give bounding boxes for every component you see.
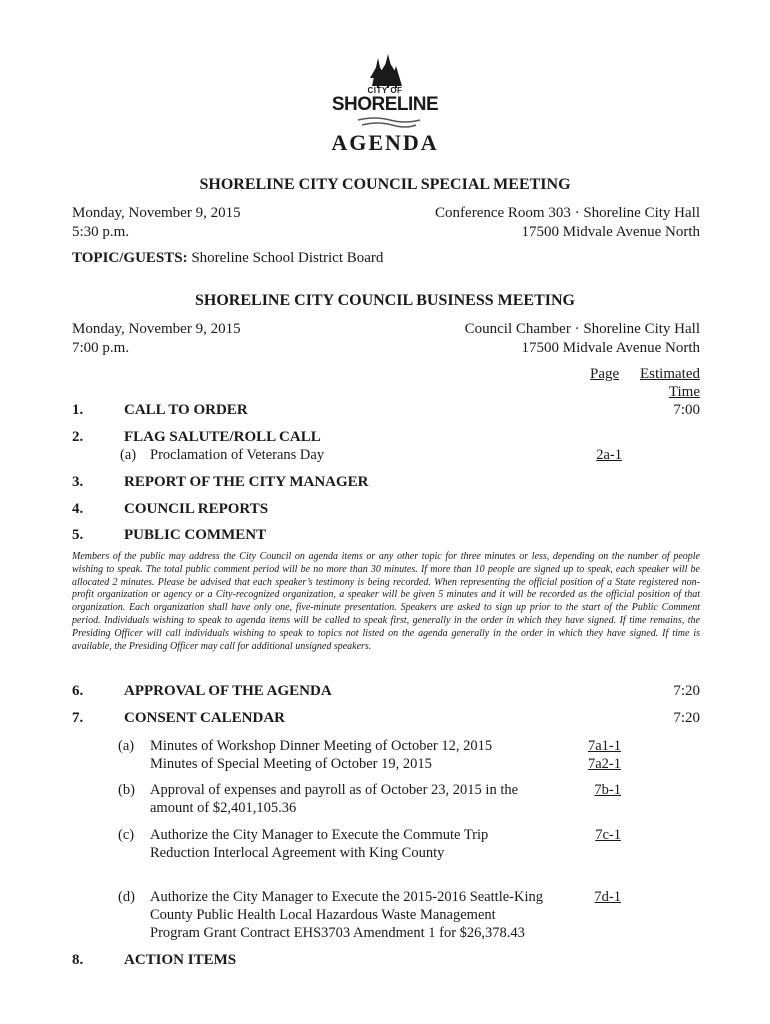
- page-ref-link[interactable]: 7a1-1: [587, 738, 621, 754]
- item-number: 3.: [72, 474, 84, 490]
- business-meeting-time: 7:00 p.m.: [72, 340, 130, 356]
- page-column-header: Page: [590, 366, 620, 382]
- tree-icon: [330, 52, 440, 88]
- item-number: 2.: [72, 429, 84, 445]
- city-logo: [330, 52, 440, 132]
- page-ref-link[interactable]: 7c-1: [595, 827, 621, 843]
- item-title: FLAG SALUTE/ROLL CALL: [124, 429, 321, 445]
- item-number: 6.: [72, 683, 84, 699]
- item-title: PUBLIC COMMENT: [124, 527, 267, 543]
- business-meeting-address: 17500 Midvale Avenue North: [521, 340, 700, 356]
- item-number: 7.: [72, 710, 84, 726]
- consent-line: County Public Health Local Hazardous Waste Management: [150, 907, 496, 923]
- topic-label: TOPIC/GUESTS:: [72, 250, 188, 266]
- item-title: CALL TO ORDER: [124, 402, 248, 418]
- consent-line: Authorize the City Manager to Execute the Commute Trip: [150, 827, 489, 843]
- sub-item-text: Proclamation of Veterans Day: [150, 447, 325, 463]
- consent-line: Program Grant Contract EHS3703 Amendment 1 for $26,378.43: [150, 925, 525, 941]
- item-title: ACTION ITEMS: [124, 952, 237, 968]
- page-ref-link[interactable]: 7a2-1: [587, 756, 621, 772]
- public-comment-text: Members of the public may address the City Council on agenda items or any other topic for three minutes or less, depending on the number of people wishing to speak. The total public comment period will be no more than 30 minutes. If more than 10 people are signed up to speak, each speaker will be allocated 2 minutes. Please be advised that each speaker’s testimony is being recorded. When representing the official position of a State registered non-profit organization or agency or a City-recognized organization, a speaker will be given 5 minutes and it will be recorded as the official position of that organization. Each organization shall have only one, five-minute presentation. Speakers are asked to sign up prior to the start of the Public Comment period. Individuals wishing to speak to agenda items will be called to speak first, generally in the order in which they have signed. If time remains, the Presiding Officer will call individuals wishing to speak to topics not listed on the agenda generally in the order in which they have signed. If time is available, the Presiding Officer may call for additional unsigned speakers.: [72, 551, 700, 652]
- item-title: APPROVAL OF THE AGENDA: [124, 683, 332, 699]
- consent-line: Minutes of Workshop Dinner Meeting of October 12, 2015: [150, 738, 493, 754]
- estimated-column-header: Estimated: [640, 366, 700, 382]
- item-number: 4.: [72, 501, 84, 517]
- consent-line: Approval of expenses and payroll as of October 23, 2015 in the: [150, 782, 519, 798]
- item-number: 8.: [72, 952, 84, 968]
- item-time: 7:00: [673, 402, 700, 418]
- logo-shoreline: SHORELINE: [331, 94, 439, 115]
- business-meeting-title: SHORELINE CITY COUNCIL BUSINESS MEETING: [195, 292, 575, 309]
- item-title: CONSENT CALENDAR: [124, 710, 286, 726]
- sub-item-letter: (a): [120, 447, 137, 463]
- item-number: 1.: [72, 402, 84, 418]
- logo-city-of: CITY OF: [367, 86, 403, 95]
- item-title: COUNCIL REPORTS: [124, 501, 269, 517]
- item-time: 7:20: [673, 710, 700, 726]
- business-meeting-location: Council Chamber · Shoreline City Hall: [464, 321, 700, 337]
- page-ref-link[interactable]: 7d-1: [594, 889, 621, 905]
- consent-letter: (c): [118, 827, 135, 843]
- business-meeting-date: Monday, November 9, 2015: [72, 321, 241, 337]
- wave-icon: [330, 116, 440, 130]
- special-meeting-location: Conference Room 303 · Shoreline City Hall: [435, 205, 700, 221]
- time-column-header: Time: [668, 384, 700, 400]
- agenda-title: AGENDA: [331, 130, 439, 155]
- item-title: REPORT OF THE CITY MANAGER: [124, 474, 369, 490]
- item-number: 5.: [72, 527, 84, 543]
- topic-guests: [72, 250, 383, 267]
- consent-letter: (b): [118, 782, 135, 798]
- topic-value: Shoreline School District Board: [191, 250, 384, 266]
- consent-line: Authorize the City Manager to Execute the 2015-2016 Seattle-King: [150, 889, 544, 905]
- special-meeting-time: 5:30 p.m.: [72, 224, 130, 240]
- consent-line: Reduction Interlocal Agreement with King County: [150, 845, 445, 861]
- consent-line: Minutes of Special Meeting of October 19, 2015: [150, 756, 432, 772]
- special-meeting-date: Monday, November 9, 2015: [72, 205, 241, 221]
- consent-line: amount of $2,401,105.36: [150, 800, 297, 816]
- consent-letter: (d): [118, 889, 135, 905]
- consent-letter: (a): [118, 738, 135, 754]
- page-ref-link[interactable]: 2a-1: [596, 447, 622, 463]
- special-meeting-address: 17500 Midvale Avenue North: [521, 224, 700, 240]
- item-time: 7:20: [673, 683, 700, 699]
- page-ref-link[interactable]: 7b-1: [594, 782, 621, 798]
- special-meeting-title: SHORELINE CITY COUNCIL SPECIAL MEETING: [199, 176, 571, 193]
